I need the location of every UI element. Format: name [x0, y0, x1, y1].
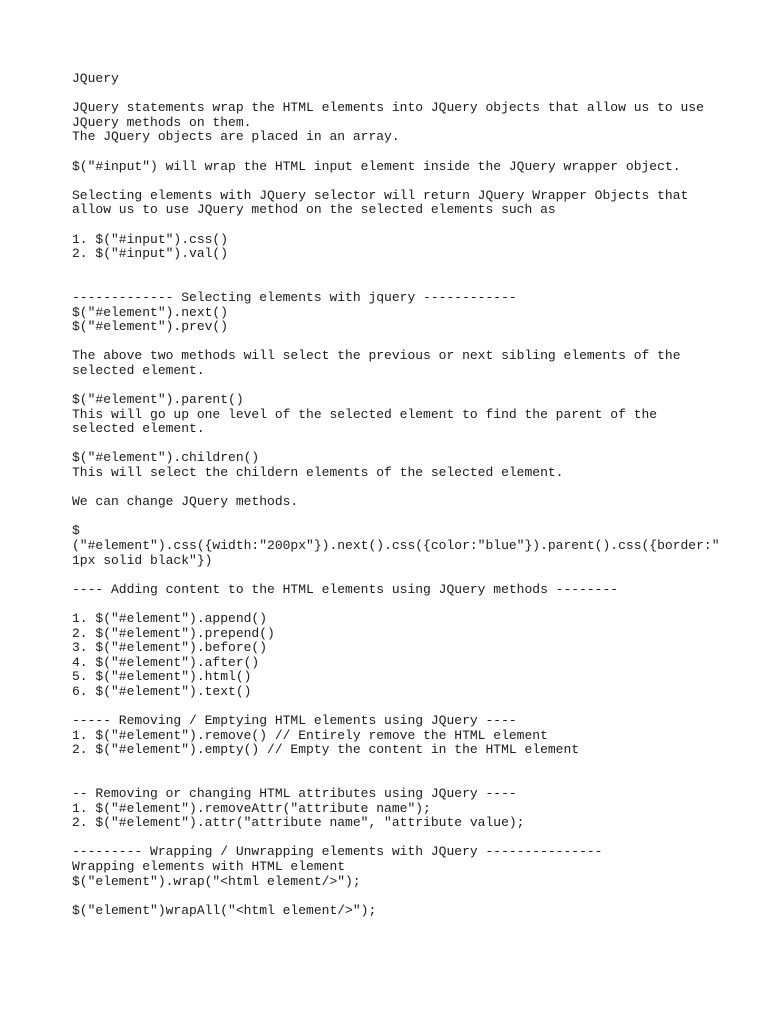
text-line: 6. $("#element").text() [72, 683, 252, 699]
text-line: allow us to use JQuery method on the selected elements such as [72, 202, 556, 218]
text-line: This will select the childern elements of the selected element. [72, 465, 564, 481]
blank-line [72, 262, 712, 277]
blank-line [72, 831, 712, 846]
text-line: Wrapping elements with HTML element [72, 859, 346, 875]
blank-line [72, 335, 712, 350]
text-line: $("#element").children() [72, 450, 260, 466]
text-line: 2. $("#element").attr("attribute name", "attribute value); [72, 815, 525, 831]
blank-line [72, 700, 712, 715]
blank-line [72, 276, 712, 291]
blank-line [72, 145, 712, 160]
text-line: $("element")wrapAll("<html element/>"); [72, 902, 377, 918]
text-line: 3. $("#element").before() [72, 640, 268, 656]
text-line: selected element. [72, 362, 205, 378]
blank-line [72, 174, 712, 189]
text-line: $("#input") will wrap the HTML input element inside the JQuery wrapper object. [72, 158, 681, 174]
text-line: selected element. [72, 421, 205, 437]
text-line: ---- Adding content to the HTML elements using JQuery methods -------- [72, 581, 619, 597]
text-line: JQuery statements wrap the HTML elements into JQuery objects that allow us to use [72, 100, 704, 116]
blank-line [72, 889, 712, 904]
blank-line [72, 510, 712, 525]
text-line: $("#element").parent() [72, 392, 244, 408]
text-line: 2. $("#element").prepend() [72, 625, 275, 641]
text-line: JQuery [72, 71, 119, 86]
text-line: $ [72, 523, 80, 539]
blank-line [72, 597, 712, 612]
text-line: ("#element").css({width:"200px"}).next().css({color:"blue"}).parent().css({border:" [72, 538, 720, 553]
text-line: 1. $("#element").removeAttr("attribute name"); [72, 800, 431, 816]
text-line: 2. $("#input").val() [72, 246, 229, 262]
text-line: 1px solid black"}) [72, 552, 213, 568]
text-line: $("#element").prev() [72, 319, 229, 335]
blank-line [72, 378, 712, 393]
text-line: $("#element").next() [72, 304, 229, 320]
text-line: $("element").wrap("<html element/>"); [72, 873, 361, 889]
blank-line [72, 437, 712, 452]
text-line: The above two methods will select the previous or next sibling elements of the [72, 348, 681, 364]
text-line: 4. $("#element").after() [72, 654, 260, 670]
blank-line [72, 481, 712, 496]
blank-line [72, 218, 712, 233]
text-line: --------- Wrapping / Unwrapping elements with JQuery --------------- [72, 844, 603, 860]
document-page [72, 71, 720, 918]
text-line: 5. $("#element").html() [72, 669, 252, 685]
blank-line [72, 568, 712, 583]
text-line: 1. $("#input").css() [72, 231, 229, 247]
text-line: ----- Removing / Emptying HTML elements using JQuery ---- [72, 713, 517, 729]
text-line: The JQuery objects are placed in an array. [72, 129, 400, 145]
blank-line [72, 773, 712, 788]
text-line: 2. $("#element").empty() // Empty the content in the HTML element [72, 742, 580, 758]
text-line: 1. $("#element").remove() // Entirely remove the HTML element [72, 727, 548, 743]
text-line: 1. $("#element").append() [72, 610, 268, 626]
text-line: We can change JQuery methods. [72, 494, 299, 510]
text-line: JQuery methods on them. [72, 114, 252, 130]
text-line: This will go up one level of the selected element to find the parent of the [72, 406, 658, 422]
blank-line [72, 758, 712, 773]
text-line: -- Removing or changing HTML attributes using JQuery ---- [72, 786, 517, 802]
text-line: Selecting elements with JQuery selector will return JQuery Wrapper Objects that [72, 187, 689, 203]
text-line: ------------- Selecting elements with jquery ------------ [72, 289, 517, 305]
blank-line [72, 87, 712, 102]
